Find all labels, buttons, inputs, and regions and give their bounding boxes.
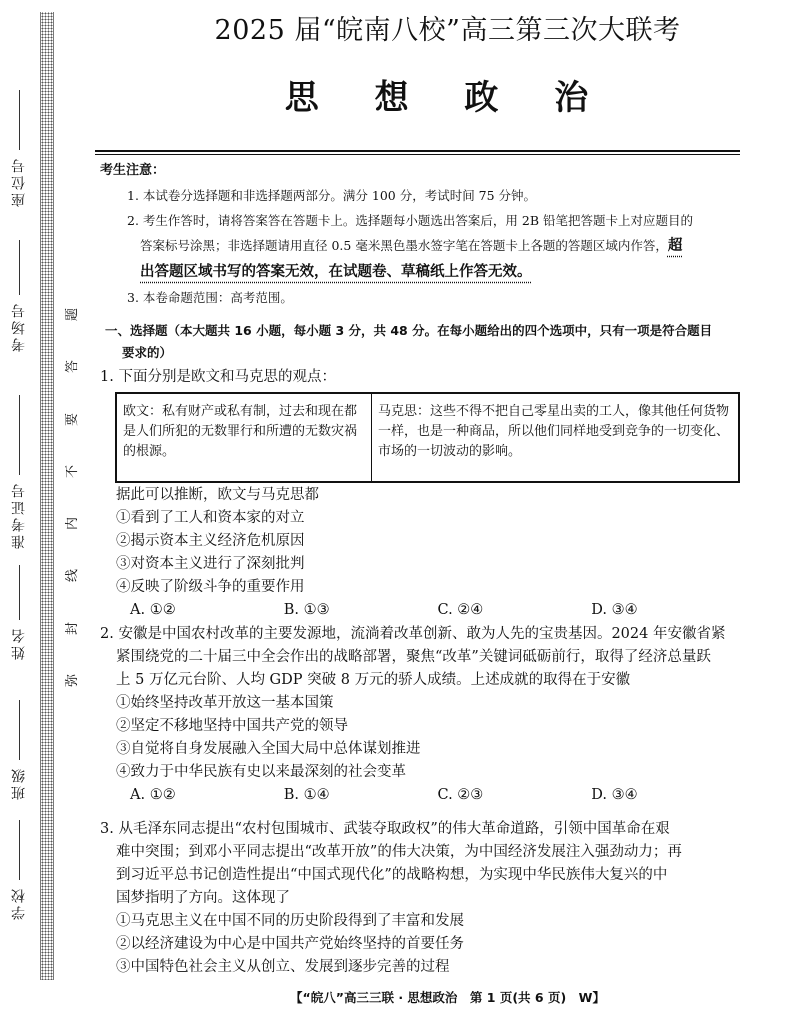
binding-label: 学校 [11, 886, 27, 920]
question-2 [100, 623, 745, 807]
choice-d: D. ③④ [591, 787, 638, 803]
statement-option: ②坚定不移地坚持中国共产党的领导 [116, 718, 348, 734]
statement-option: ②揭示资本主义经济危机原因 [116, 533, 305, 549]
question-stem-line: 紧围绕党的二十届三中全会作出的战略部署，聚焦“改革”关键词砥砺前行，取得了经济总量跃 [116, 649, 711, 665]
statement-option: ①马克思主义在中国不同的历史阶段得到了丰富和发展 [116, 913, 464, 929]
seal-char: 封 [65, 621, 81, 635]
binding-label: 姓名 [11, 626, 27, 660]
question-stem-line: 难中突围；到邓小平同志提出“改革开放”的伟大决策，为中国经济发展注入强劲动力；再 [116, 844, 682, 860]
seal-char: 线 [65, 569, 81, 583]
binding-field-room [4, 240, 34, 352]
notice-emphasis: 超 [667, 238, 683, 254]
question-stem-line: 上 5 万亿元台阶、人均 GDP 突破 8 万元的骄人成绩。上述成就的取得在于安徽 [116, 672, 631, 688]
question-stem-line: 2. 安徽是中国农村改革的主要发源地，流淌着改革创新、敢为人先的宝贵基因。2024 年安徽省紧 [100, 626, 726, 642]
question-stem-line: 到习近平总书记创造性提出“中国式现代化”的战略构想，为实现中华民族伟大复兴的中 [116, 867, 668, 883]
notice-emphasis: 出答题区域书写的答案无效，在试题卷、草稿纸上作答无效。 [140, 264, 532, 280]
choice-b: B. ①③ [283, 602, 330, 618]
statement-option: ③自觉将自身发展融入全国大局中总体谋划推进 [116, 741, 421, 757]
binding-label: 准考证号 [11, 481, 27, 549]
question-1-body [100, 484, 745, 622]
statement-option: ③对资本主义进行了深刻批判 [116, 556, 305, 572]
binding-field-school [4, 820, 34, 920]
binding-blank-line [19, 90, 20, 150]
exam-subject: 思 想 政 治 [284, 78, 611, 118]
binding-label: 座位号 [11, 156, 27, 207]
statement-option: ④致力于中华民族有史以来最深刻的社会变革 [116, 764, 406, 780]
binding-blank-line [19, 700, 20, 760]
question-stem-line: 国梦指明了方向。这体现了 [116, 890, 290, 906]
notice-item-3: 3. 本卷命题范围：高考范围。 [127, 290, 293, 305]
choice-c: C. ②④ [437, 602, 484, 618]
quote-marx: 马克思：这些不得不把自己零星出卖的工人，像其他任何货物一样，也是一种商品，所以他们同样地受到竞争的一切变化、市场的一切波动的影响。 [378, 404, 730, 459]
statement-option: ④反映了阶级斗争的重要作用 [116, 579, 305, 595]
binding-blank-line [19, 820, 20, 880]
seal-char: 内 [65, 517, 81, 531]
header-rule [95, 150, 740, 152]
binding-dotted-strip [40, 12, 54, 980]
question-3 [100, 818, 745, 979]
choice-b: B. ①④ [283, 787, 330, 803]
statement-option: ①看到了工人和资本家的对立 [116, 510, 305, 526]
notice-heading: 考生注意： [100, 163, 166, 178]
section-line-1: 一、选择题（本大题共 16 小题，每小题 3 分，共 48 分。在每小题给出的四个选项中，只有一项是符合题目 [105, 323, 713, 338]
seal-line-text [62, 305, 80, 690]
seal-char: 答 [65, 360, 81, 374]
section-line-2: 要求的） [122, 345, 173, 360]
statement-option: ②以经济建设为中心是中国共产党始终坚持的首要任务 [116, 936, 464, 952]
binding-field-class [4, 700, 34, 800]
notice-item-1: 1. 本试卷分选择题和非选择题两部分。满分 100 分，考试时间 75 分钟。 [127, 188, 537, 203]
binding-blank-line [19, 565, 20, 620]
notice-item-2a: 2. 考生作答时，请将答案答在答题卡上。选择题每小题选出答案后，用 2B 铅笔把答题卡上对应题目的 [127, 213, 693, 228]
notice-text: 答案标号涂黑；非选择题请用直径 0.5 毫米黑色墨水签字笔在答题卡上各题的答题区域内作答， [140, 238, 668, 253]
notice-item-2c [100, 259, 745, 285]
binding-field-ticket [4, 395, 34, 549]
header-rule-thin [95, 154, 740, 155]
choice-c: C. ②③ [437, 787, 484, 803]
question-1-stem: 1. 下面分别是欧文和马克思的观点： [100, 369, 336, 385]
quote-owen: 欧文：私有财产或私有制，过去和现在都是人们所犯的无数罪行和所遭的无数灾祸的根源。 [117, 394, 372, 481]
seal-char: 不 [65, 464, 81, 478]
question-stem-line: 3. 从毛泽东同志提出“农村包围城市、武装夺取政权”的伟大革命道路，引领中国革命在艰 [100, 821, 670, 837]
choice-a: A. ①② [130, 602, 176, 618]
section-heading [105, 320, 745, 364]
statement-option: ③中国特色社会主义从创立、发展到逐步完善的过程 [116, 959, 450, 975]
choice-d: D. ③④ [591, 602, 638, 618]
seal-char: 题 [65, 307, 81, 322]
binding-blank-line [19, 395, 20, 475]
seal-char: 要 [65, 412, 81, 426]
statement-option: ①始终坚持改革开放这一基本国策 [116, 695, 334, 711]
seal-char: 弥 [65, 673, 81, 687]
binding-field-name [4, 565, 34, 660]
answer-choices [100, 599, 745, 622]
question-lead: 据此可以推断，欧文与马克思都 [116, 487, 319, 503]
exam-title: 2025 届“皖南八校”高三第三次大联考 [214, 15, 681, 46]
answer-choices [100, 784, 745, 807]
candidate-notice [100, 158, 745, 310]
notice-item-2b [100, 233, 745, 259]
binding-field-seat [4, 90, 34, 207]
binding-label: 班级 [11, 766, 27, 800]
binding-label: 考场号 [11, 301, 27, 352]
choice-a: A. ①② [130, 787, 176, 803]
binding-blank-line [19, 240, 20, 295]
page-footer: 【“皖八”高三三联 · 思想政治 第 1 页(共 6 页) W】 [290, 990, 605, 1005]
quote-table [115, 392, 740, 483]
